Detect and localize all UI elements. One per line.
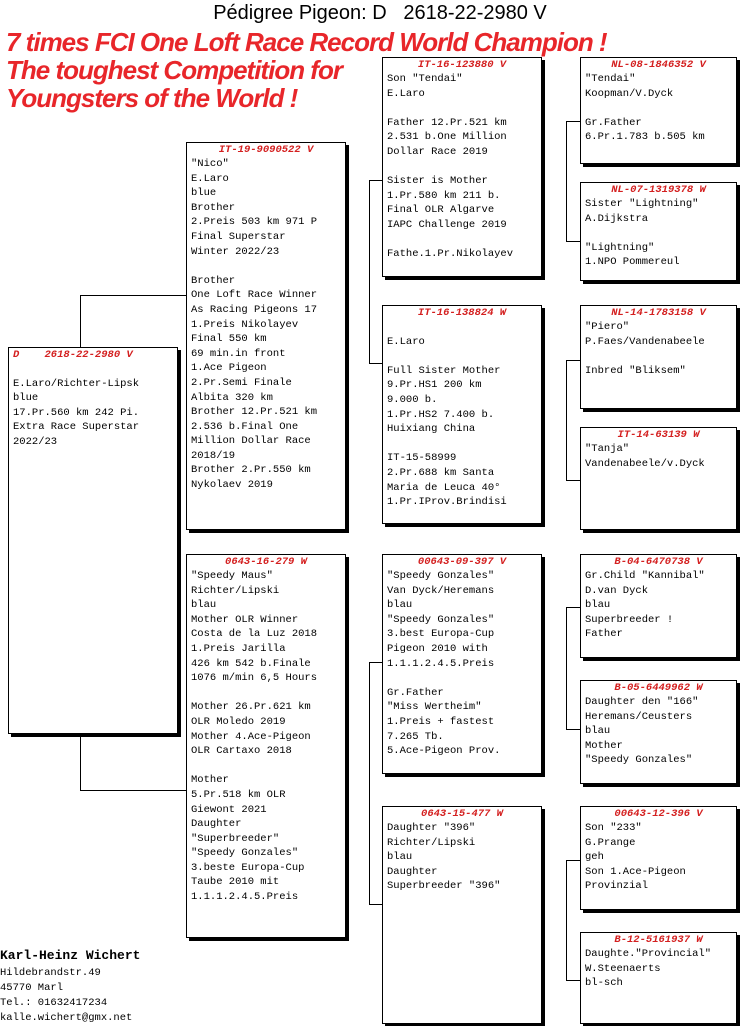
pedigree-line: 2.Pr.688 km Santa	[387, 466, 495, 479]
pedigree-line	[387, 160, 537, 175]
maternal-grandmother-ring-number: 0643-15-477 W	[421, 808, 503, 820]
paternal-grandfather-details	[387, 72, 537, 262]
pedigree-line: Son "Tendai"	[387, 73, 463, 85]
pedigree-line: IAPC Challenge 2019	[387, 218, 507, 231]
pedigree-line: Sister is Mother	[387, 175, 488, 188]
breeder-name: Karl-Heinz Wichert	[0, 948, 141, 963]
pedigree-line: "Piero"	[585, 321, 630, 333]
pedigree-line: Son 1.Ace-Pigeon	[585, 865, 686, 878]
headline-line-2: The toughest Competition for	[6, 55, 342, 85]
pedigree-line: 5.Pr.518 km OLR	[191, 788, 286, 801]
pedigree-line: "Tendai"	[585, 73, 636, 85]
pedigree-line	[585, 101, 732, 116]
subject-pigeon-card	[8, 347, 178, 734]
pedigree-line: 7.265 Tb.	[387, 730, 444, 743]
pedigree-line: 1076 m/min 6,5 Hours	[191, 672, 318, 685]
great-grandparent-ring-number: 00643-12-396 V	[614, 808, 703, 820]
headline-line-3: Youngsters of the World !	[6, 83, 298, 113]
maternal-grandfather-ring-number: 00643-09-397 V	[417, 556, 507, 568]
pedigree-line: Daughter	[191, 818, 242, 831]
great-grandparent-ring-number: NL-07-1319378 W	[611, 184, 706, 196]
connector-line	[566, 860, 567, 980]
pedigree-line: 3.beste Europa-Cup	[191, 861, 305, 874]
great-grandparent-card-mmf	[580, 806, 737, 910]
pedigree-line: Final OLR Algarve	[387, 204, 495, 217]
great-grandparent-card-mmm	[580, 932, 737, 1024]
pedigree-line	[585, 349, 732, 364]
pedigree-line: 3.best Europa-Cup	[387, 628, 495, 641]
pedigree-line: 2.Preis 503 km 971 P	[191, 216, 318, 229]
pedigree-line: Gr.Father	[585, 116, 642, 129]
pedigree-line	[387, 233, 537, 248]
pedigree-line: Richter/Lipski	[387, 836, 476, 849]
pedigree-line: 5.Ace-Pigeon Prov.	[387, 745, 501, 758]
pedigree-title: Pédigree Pigeon: D 2618-22-2980 V	[213, 2, 547, 24]
pedigree-line: Sister "Lightning"	[585, 198, 699, 210]
pedigree-line: blue	[13, 392, 39, 405]
pedigree-line: 2.531 b.One Million	[387, 131, 507, 144]
pedigree-line: 1.NPO Pommereul	[585, 256, 680, 269]
pedigree-line: Pigeon 2010 with	[387, 642, 488, 655]
great-grandparent-details	[585, 72, 732, 145]
great-grandparent-details	[585, 821, 732, 894]
breeder-city: 45770 Marl	[0, 982, 64, 994]
great-grandparent-card-fff	[580, 57, 737, 164]
pedigree-line: Father 12.Pr.521 km	[387, 116, 507, 129]
pedigree-line: "Lightning"	[585, 241, 655, 254]
pedigree-line: Gr.Child "Kannibal"	[585, 570, 705, 582]
great-grandparent-details	[585, 442, 732, 471]
father-details	[191, 157, 341, 493]
pedigree-line: As Racing Pigeons 17	[191, 303, 318, 316]
connector-line	[80, 295, 81, 347]
pedigree-line: Vandenabeele/v.Dyck	[585, 457, 705, 470]
pedigree-line: D.van Dyck	[585, 584, 649, 597]
pedigree-line: 426 km 542 b.Finale	[191, 657, 311, 670]
maternal-grandfather-details	[387, 569, 537, 759]
great-grandparent-ring-number: NL-08-1846352 V	[611, 59, 706, 71]
pedigree-line: Full Sister Mother	[387, 364, 501, 377]
pedigree-line: OLR Cartaxo 2018	[191, 745, 292, 758]
pedigree-line: 1.Pr.580 km 211 b.	[387, 189, 501, 202]
pedigree-line: Final 550 km	[191, 333, 267, 346]
pedigree-line: 2.Pr.Semi Finale	[191, 376, 292, 389]
pedigree-line	[387, 671, 537, 686]
paternal-grandfather-card	[382, 57, 542, 277]
connector-line	[566, 360, 567, 480]
pedigree-line: Mother 4.Ace-Pigeon	[191, 730, 311, 743]
connector-line	[566, 607, 580, 608]
great-grandparent-details	[585, 695, 732, 768]
pedigree-line: "Speedy Maus"	[191, 570, 273, 582]
pedigree-line: G.Prange	[585, 836, 636, 849]
pedigree-line: 2018/19	[191, 449, 236, 462]
pedigree-line	[191, 686, 341, 701]
pedigree-line: Dollar Race 2019	[387, 145, 488, 158]
pedigree-line: Mother OLR Winner	[191, 613, 299, 626]
pedigree-line: Daughter	[387, 865, 438, 878]
pedigree-line: Richter/Lipski	[191, 584, 280, 597]
pedigree-line: IT-15-58999	[387, 452, 457, 465]
pedigree-line: "Nico"	[191, 158, 229, 170]
great-grandparent-details	[585, 569, 732, 642]
pedigree-line: blau	[387, 599, 413, 612]
pedigree-line: "Speedy Gonzales"	[585, 754, 693, 767]
pedigree-line: 1.Pr.IProv.Brindisi	[387, 496, 507, 509]
pedigree-line: P.Faes/Vandenabeele	[585, 335, 705, 348]
pedigree-line: Mother	[585, 739, 623, 752]
connector-line	[369, 662, 370, 904]
pedigree-line: E.Laro	[387, 87, 425, 100]
connector-line	[369, 662, 382, 663]
pedigree-line	[13, 362, 173, 377]
paternal-grandmother-card	[382, 305, 542, 524]
pedigree-line: 6.Pr.1.783 b.505 km	[585, 131, 705, 144]
breeder-email[interactable]: kalle.wichert@gmx.net	[0, 1012, 133, 1024]
father-card	[186, 142, 346, 530]
maternal-grandmother-details	[387, 821, 537, 894]
mother-card	[186, 554, 346, 938]
pedigree-line: Taube 2010 mit	[191, 876, 280, 889]
maternal-grandmother-card	[382, 806, 542, 1024]
pedigree-line: bl-sch	[585, 977, 623, 990]
pedigree-line: 1.Ace Pigeon	[191, 362, 267, 375]
pedigree-line: blau	[585, 599, 611, 612]
pedigree-line: Maria de Leuca 40°	[387, 481, 501, 494]
pedigree-line: Mother	[191, 774, 229, 787]
pedigree-line: blau	[387, 851, 413, 864]
breeder-contact	[0, 946, 140, 1026]
pedigree-line: Brother	[191, 274, 236, 287]
connector-line	[369, 904, 382, 905]
breeder-phone: Tel.: 01632417234	[0, 997, 108, 1009]
pedigree-line	[387, 320, 537, 335]
pedigree-line: blue	[191, 187, 217, 200]
connector-line	[80, 734, 81, 790]
pedigree-line: Daughter den "166"	[585, 696, 699, 708]
connector-line	[80, 295, 186, 296]
pedigree-line: Albita 320 km	[191, 391, 273, 404]
pedigree-line: Huixiang China	[387, 423, 476, 436]
great-grandparent-ring-number: B-04-6470738 V	[614, 556, 703, 568]
pedigree-line: Son "233"	[585, 822, 642, 834]
pedigree-line: 9.000 b.	[387, 393, 438, 406]
pedigree-line: One Loft Race Winner	[191, 289, 318, 302]
pedigree-line: Van Dyck/Heremans	[387, 584, 495, 597]
connector-line	[566, 360, 580, 361]
connector-line	[566, 241, 580, 242]
pedigree-line: 1.Preis Jarilla	[191, 642, 286, 655]
pedigree-line: Superbreeder "396"	[387, 880, 501, 893]
connector-line	[369, 363, 382, 364]
great-grandparent-details	[585, 320, 732, 378]
paternal-grandfather-ring-number: IT-16-123880 V	[417, 59, 507, 71]
pedigree-line: 2022/23	[13, 435, 58, 448]
pedigree-line: Heremans/Ceusters	[585, 710, 693, 723]
pedigree-line: "Speedy Gonzales"	[191, 847, 299, 860]
pedigree-line: Brother	[191, 201, 236, 214]
great-grandparent-card-mff	[580, 554, 737, 658]
great-grandparent-ring-number: NL-14-1783158 V	[611, 307, 706, 319]
great-grandparent-card-ffm	[580, 182, 737, 281]
great-grandparent-card-mfm	[580, 680, 737, 784]
pedigree-line: Extra Race Superstar	[13, 421, 140, 434]
breeder-street: Hildebrandstr.49	[0, 967, 101, 979]
pedigree-line: Daughte."Provincial"	[585, 948, 712, 960]
pedigree-line: Provinzial	[585, 880, 649, 893]
headline-line-1: 7 times FCI One Loft Race Record World Champion !	[6, 27, 607, 57]
great-grandparent-card-fmf	[580, 305, 737, 409]
great-grandparent-ring-number: B-12-5161937 W	[614, 934, 703, 946]
pedigree-line: Brother 2.Pr.550 km	[191, 464, 311, 477]
pedigree-line: "Miss Wertheim"	[387, 701, 482, 714]
pedigree-line: blau	[191, 599, 217, 612]
pedigree-line: W.Steenaerts	[585, 962, 661, 975]
great-grandparent-details	[585, 947, 732, 991]
pedigree-line: A.Dijkstra	[585, 212, 649, 225]
mother-ring-number: 0643-16-279 W	[225, 556, 307, 568]
pedigree-line: blau	[585, 725, 611, 738]
great-grandparent-details	[585, 197, 732, 270]
pedigree-line: 9.Pr.HS1 200 km	[387, 379, 482, 392]
pedigree-line: "Speedy Gonzales"	[387, 613, 495, 626]
pedigree-line: E.Laro/Richter-Lipsk	[13, 377, 140, 390]
pedigree-line: Inbred "Bliksem"	[585, 364, 686, 377]
pedigree-line: E.Laro	[387, 335, 425, 348]
pedigree-line: Winter 2022/23	[191, 245, 280, 258]
pedigree-line: Father	[585, 628, 623, 641]
mother-details	[191, 569, 341, 905]
pedigree-line: Gr.Father	[387, 686, 444, 699]
pedigree-line: 69 min.in front	[191, 347, 286, 360]
connector-line	[566, 480, 580, 481]
maternal-grandfather-card	[382, 554, 542, 774]
connector-line	[566, 729, 580, 730]
great-grandparent-ring-number: IT-14-63139 W	[617, 429, 700, 441]
pedigree-line	[191, 259, 341, 274]
connector-line	[566, 121, 580, 122]
pedigree-line: Daughter "396"	[387, 822, 476, 834]
subject-ring-number: D 2618-22-2980 V	[13, 349, 133, 361]
pedigree-line: Final Superstar	[191, 230, 286, 243]
father-ring-number: IT-19-9090522 V	[218, 144, 314, 156]
pedigree-line: E.Laro	[191, 172, 229, 185]
pedigree-line: Giewont 2021	[191, 803, 267, 816]
pedigree-line: 1.1.1.2.4.5.Preis	[387, 657, 495, 670]
pedigree-line: "Superbreeder"	[191, 832, 280, 845]
connector-line	[566, 980, 580, 981]
pedigree-line: 1.Preis + fastest	[387, 715, 495, 728]
pedigree-line: geh	[585, 851, 604, 864]
connector-line	[369, 180, 370, 363]
pedigree-line	[191, 759, 341, 774]
connector-line	[369, 180, 382, 181]
pedigree-line	[387, 349, 537, 364]
pedigree-line: Fathe.1.Pr.Nikolayev	[387, 248, 514, 261]
pedigree-line: Nykolaev 2019	[191, 479, 273, 492]
pedigree-line: Costa de la Luz 2018	[191, 628, 318, 641]
subject-details	[13, 362, 173, 450]
pedigree-line: "Tanja"	[585, 443, 630, 455]
pedigree-line	[387, 101, 537, 116]
pedigree-line: 1.Preis Nikolayev	[191, 318, 299, 331]
great-grandparent-ring-number: B-05-6449962 W	[614, 682, 703, 694]
pedigree-line	[387, 437, 537, 452]
pedigree-line: 1.1.1.2.4.5.Preis	[191, 891, 299, 904]
great-grandparent-card-fmm	[580, 427, 737, 530]
pedigree-line: Mother 26.Pr.621 km	[191, 701, 311, 714]
paternal-grandmother-ring-number: IT-16-138824 W	[417, 307, 507, 319]
pedigree-line: Million Dollar Race	[191, 435, 311, 448]
connector-line	[566, 607, 567, 729]
pedigree-line: Koopman/V.Dyck	[585, 87, 674, 100]
connector-line	[80, 790, 186, 791]
pedigree-line: 17.Pr.560 km 242 Pi.	[13, 406, 140, 419]
pedigree-line: Superbreeder !	[585, 613, 674, 626]
connector-line	[566, 121, 567, 241]
paternal-grandmother-details	[387, 320, 537, 510]
pedigree-line: "Speedy Gonzales"	[387, 570, 495, 582]
pedigree-line: 2.536 b.Final One	[191, 420, 299, 433]
pedigree-line: Brother 12.Pr.521 km	[191, 406, 318, 419]
pedigree-line: OLR Moledo 2019	[191, 715, 286, 728]
pedigree-line: 1.Pr.HS2 7.400 b.	[387, 408, 495, 421]
connector-line	[566, 860, 580, 861]
pedigree-line	[585, 226, 732, 241]
